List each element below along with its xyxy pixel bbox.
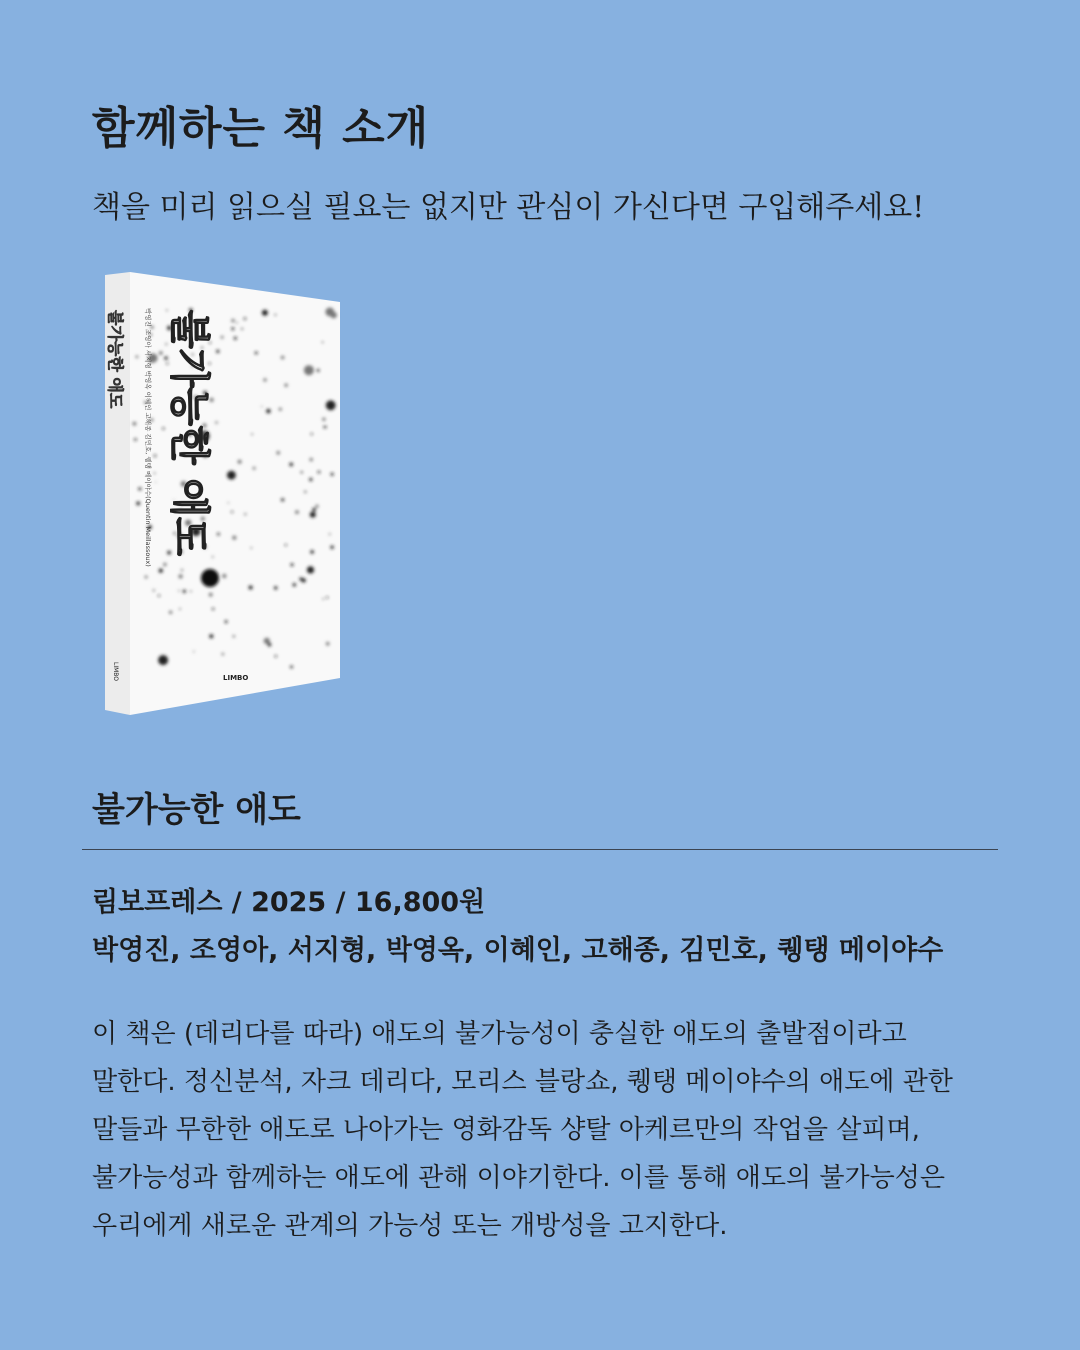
cover-speckle [262, 310, 268, 316]
cover-speckle [181, 569, 183, 571]
cover-speckle [255, 352, 258, 355]
page-subtitle: 책을 미리 읽으실 필요는 없지만 관심이 가신다면 구입해주세요! [92, 190, 925, 225]
cover-authors: 박영진 조영아 서지형 박영옥 이혜인 고해종 김민호, 퀭탱 메이야수(Quentin Meillassoux) [144, 308, 152, 567]
cover-title: 불가능한 애도 [166, 310, 212, 556]
cover-speckle [228, 502, 230, 504]
cover-speckle [325, 308, 334, 317]
cover-speckle [134, 438, 137, 441]
book-meta: 림보프레스 / 2025 / 16,800원 [92, 887, 486, 918]
cover-speckle [304, 491, 307, 494]
cover-speckle [190, 591, 191, 592]
cover-speckle [290, 666, 293, 669]
cover-speckle [317, 369, 320, 372]
cover-speckle [145, 576, 148, 579]
cover-speckle [275, 655, 277, 657]
cover-speckle [266, 409, 270, 413]
cover-speckle [323, 598, 324, 599]
page-title: 함께하는 책 소개 [92, 103, 430, 154]
cover-speckle [155, 482, 156, 483]
cover-speckle [293, 583, 296, 586]
cover-speckle [154, 455, 156, 457]
cover-speckle [222, 653, 225, 656]
cover-speckle [233, 635, 236, 638]
cover-speckle [251, 547, 252, 548]
cover-speckle [315, 505, 318, 508]
cover-speckle [311, 433, 313, 435]
cover-speckle [232, 536, 236, 540]
cover-speckle [136, 355, 139, 358]
cover-speckle [301, 471, 303, 473]
cover-speckle [162, 427, 164, 429]
cover-speckle [209, 634, 213, 638]
cover-logo: LIMBO [223, 674, 249, 682]
cover-speckle [225, 620, 228, 623]
cover-speckle [209, 593, 213, 597]
cover-speckle [310, 458, 313, 461]
cover-speckle [158, 655, 168, 665]
cover-speckle [217, 533, 220, 536]
book-description [92, 1010, 953, 1250]
description-line: 말한다. 정신분석, 자크 데리다, 모리스 블랑쇼, 퀭탱 메이야수의 애도에 관한 [92, 1067, 953, 1098]
cover-speckle [312, 508, 316, 512]
cover-speckle [324, 426, 327, 429]
cover-speckle [227, 471, 236, 480]
cover-speckle [275, 314, 277, 316]
cover-speckle [231, 511, 233, 513]
cover-speckle [291, 563, 294, 566]
cover-speckle [193, 651, 195, 653]
description-line: 이 책은 (데리다를 따라) 애도의 불가능성이 충실한 애도의 출발점이라고 [92, 1019, 907, 1049]
cover-speckle [159, 351, 163, 355]
cover-speckle [261, 406, 262, 407]
cover-speckle [222, 574, 226, 578]
book-cover-image [100, 270, 350, 720]
cover-speckle [212, 608, 214, 610]
cover-speckle [249, 586, 253, 590]
cover-speckle [138, 487, 141, 490]
cover-speckle [263, 378, 266, 381]
cover-speckle [309, 478, 312, 481]
cover-speckle [231, 327, 234, 330]
description-line: 우리에게 새로운 관계의 가능성 또는 개방성을 고지한다. [92, 1211, 728, 1242]
cover-speckle [183, 590, 186, 593]
cover-speckle [244, 513, 246, 515]
cover-speckle [310, 512, 316, 518]
cover-speckle [201, 569, 219, 587]
book-authors: 박영진, 조영아, 서지형, 박영옥, 이혜인, 고해종, 김민호, 퀭탱 메이야수 [92, 935, 944, 966]
cover-speckle [276, 451, 280, 455]
cover-speckle [322, 342, 323, 343]
cover-speckle [234, 337, 237, 340]
cover-speckle [216, 350, 219, 353]
cover-speckle [241, 328, 243, 330]
description-line: 불가능성과 함께하는 애도에 관해 이야기한다. 이를 통해 애도의 불가능성은 [92, 1163, 945, 1194]
spine-title: 불가능한 애도 [106, 310, 125, 409]
cover-speckle [331, 473, 334, 476]
cover-speckle [326, 400, 336, 410]
book-name: 불가능한 애도 [92, 790, 301, 830]
cover-speckle [253, 467, 256, 470]
cover-speckle [153, 589, 155, 591]
cover-speckle [268, 643, 272, 647]
cover-speckle [318, 471, 321, 474]
cover-speckle [136, 502, 140, 506]
cover-speckle [326, 597, 328, 599]
cover-speckle [310, 550, 314, 554]
cover-speckle [281, 356, 285, 360]
divider [82, 849, 998, 850]
cover-speckle [274, 586, 277, 589]
cover-speckle [154, 473, 155, 474]
cover-speckle [221, 336, 224, 339]
cover-speckle [285, 544, 287, 546]
cover-speckle [251, 434, 252, 435]
cover-speckle [158, 595, 160, 597]
cover-speckle [326, 642, 330, 646]
cover-speckle [307, 566, 314, 573]
cover-speckle [281, 498, 284, 501]
cover-speckle [330, 546, 333, 549]
cover-speckle [322, 418, 325, 421]
cover-speckle [279, 408, 282, 411]
cover-speckle [212, 556, 214, 558]
cover-speckle [163, 563, 166, 566]
cover-speckle [289, 463, 293, 467]
cover-speckle [244, 318, 246, 320]
cover-speckle [284, 384, 287, 387]
cover-speckle [215, 421, 218, 424]
cover-speckle [133, 422, 137, 426]
spine-logo: LIMBO [112, 662, 119, 682]
cover-speckle [304, 365, 314, 375]
cover-speckle [236, 322, 238, 324]
cover-speckle [179, 574, 183, 578]
cover-speckle [169, 611, 172, 614]
cover-speckle [178, 590, 180, 592]
description-line: 말들과 무한한 애도로 나아가는 영화감독 샹탈 아케르만의 작업을 살피며, [92, 1115, 920, 1146]
cover-speckle [295, 510, 299, 514]
cover-speckle [299, 577, 302, 580]
cover-speckle [159, 569, 163, 573]
cover-speckle [231, 319, 234, 322]
cover-speckle [329, 533, 331, 535]
cover-speckle [238, 460, 242, 464]
cover-speckle [179, 608, 180, 609]
